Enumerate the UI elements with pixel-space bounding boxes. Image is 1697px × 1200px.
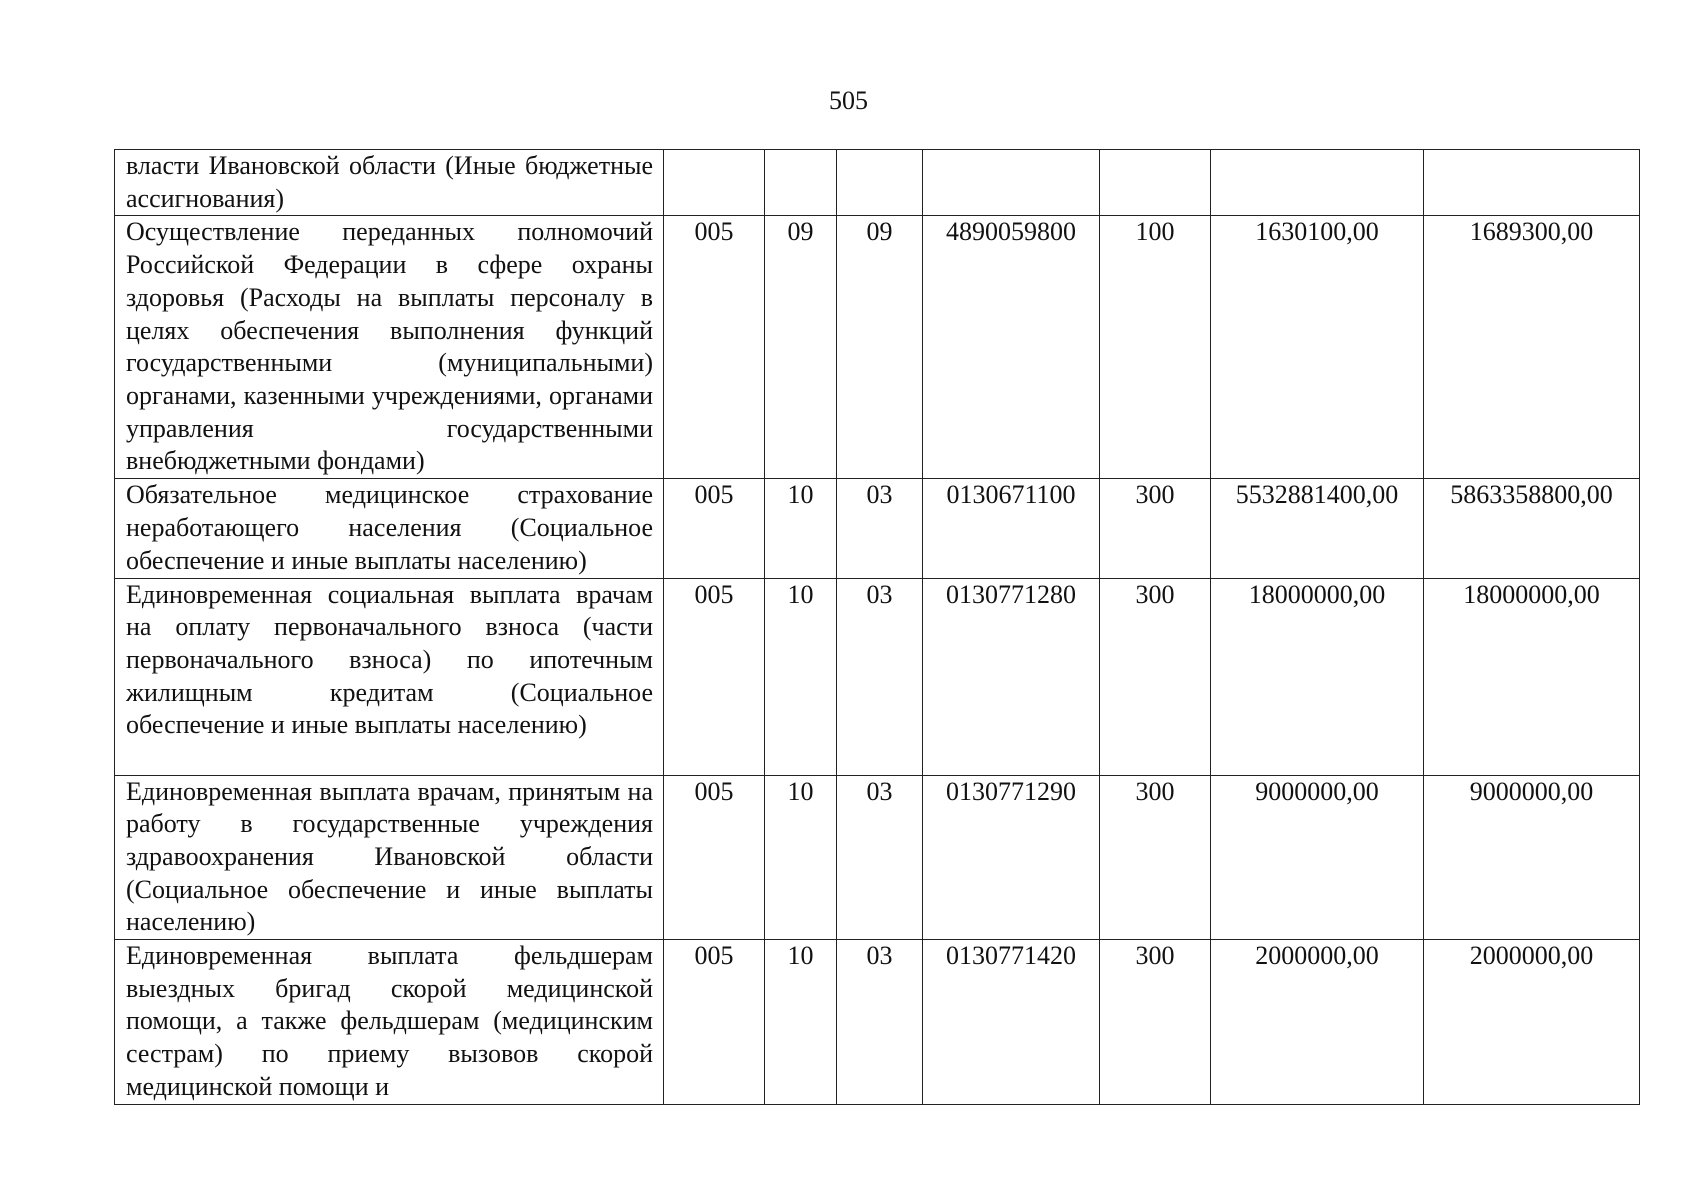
expense-type-code: 100 (1100, 216, 1211, 479)
amount-year2: 5863358800,00 (1424, 479, 1640, 578)
target-item-code (923, 150, 1100, 216)
subsection-code (837, 150, 923, 216)
amount-year2: 18000000,00 (1424, 578, 1640, 775)
expense-type-code: 300 (1100, 940, 1211, 1105)
table-row (115, 578, 1640, 775)
subsection-code: 03 (837, 479, 923, 578)
section-code (765, 150, 837, 216)
table-row (115, 775, 1640, 940)
amount-year2: 1689300,00 (1424, 216, 1640, 479)
table-row (115, 940, 1640, 1105)
ministry-code: 005 (664, 479, 765, 578)
ministry-code: 005 (664, 216, 765, 479)
amount-year1: 9000000,00 (1211, 775, 1424, 940)
section-code: 09 (765, 216, 837, 479)
table-row (115, 216, 1640, 479)
table-row (115, 479, 1640, 578)
section-code: 10 (765, 578, 837, 775)
ministry-code (664, 150, 765, 216)
table-row (115, 150, 1640, 216)
section-code: 10 (765, 940, 837, 1105)
expense-type-code (1100, 150, 1211, 216)
target-item-code: 0130771290 (923, 775, 1100, 940)
amount-year2: 2000000,00 (1424, 940, 1640, 1105)
budget-table (114, 149, 1640, 1105)
expense-type-code: 300 (1100, 578, 1211, 775)
subsection-code: 03 (837, 775, 923, 940)
row-description: Единовременная выплата фельдшерам выездных бригад скорой медицинской помощи, а также фельдшерам (медицинским сестрам) по приему вызовов скорой медицинской помощи и (115, 940, 664, 1105)
page-number: 505 (829, 86, 868, 115)
expense-type-code: 300 (1100, 479, 1211, 578)
amount-year1: 2000000,00 (1211, 940, 1424, 1105)
target-item-code: 4890059800 (923, 216, 1100, 479)
row-description: Единовременная выплата врачам, принятым на работу в государственные учреждения здравоохранения Ивановской области (Социальное обеспечение и иные выплаты населению) (115, 775, 664, 940)
section-code: 10 (765, 775, 837, 940)
ministry-code: 005 (664, 775, 765, 940)
amount-year2 (1424, 150, 1640, 216)
target-item-code: 0130771280 (923, 578, 1100, 775)
subsection-code: 09 (837, 216, 923, 479)
row-description: Обязательное медицинское страхование неработающего населения (Социальное обеспечение и иные выплаты населению) (115, 479, 664, 578)
row-description: власти Ивановской области (Иные бюджетные ассигнования) (115, 150, 664, 216)
subsection-code: 03 (837, 578, 923, 775)
amount-year1: 1630100,00 (1211, 216, 1424, 479)
ministry-code: 005 (664, 940, 765, 1105)
amount-year1 (1211, 150, 1424, 216)
amount-year2: 9000000,00 (1424, 775, 1640, 940)
amount-year1: 5532881400,00 (1211, 479, 1424, 578)
target-item-code: 0130671100 (923, 479, 1100, 578)
section-code: 10 (765, 479, 837, 578)
subsection-code: 03 (837, 940, 923, 1105)
row-description: Осуществление переданных полномочий Российской Федерации в сфере охраны здоровья (Расходы на выплаты персоналу в целях обеспечения выполнения функций государственными (муниципальными) органами, казенными учреждениями, органами управления государственными внебюджетными фондами) (115, 216, 664, 479)
expense-type-code: 300 (1100, 775, 1211, 940)
row-description: Единовременная социальная выплата врачам на оплату первоначального взноса (части первоначального взноса) по ипотечным жилищным кредитам (Социальное обеспечение и иные выплаты населению) (115, 578, 664, 775)
ministry-code: 005 (664, 578, 765, 775)
amount-year1: 18000000,00 (1211, 578, 1424, 775)
target-item-code: 0130771420 (923, 940, 1100, 1105)
